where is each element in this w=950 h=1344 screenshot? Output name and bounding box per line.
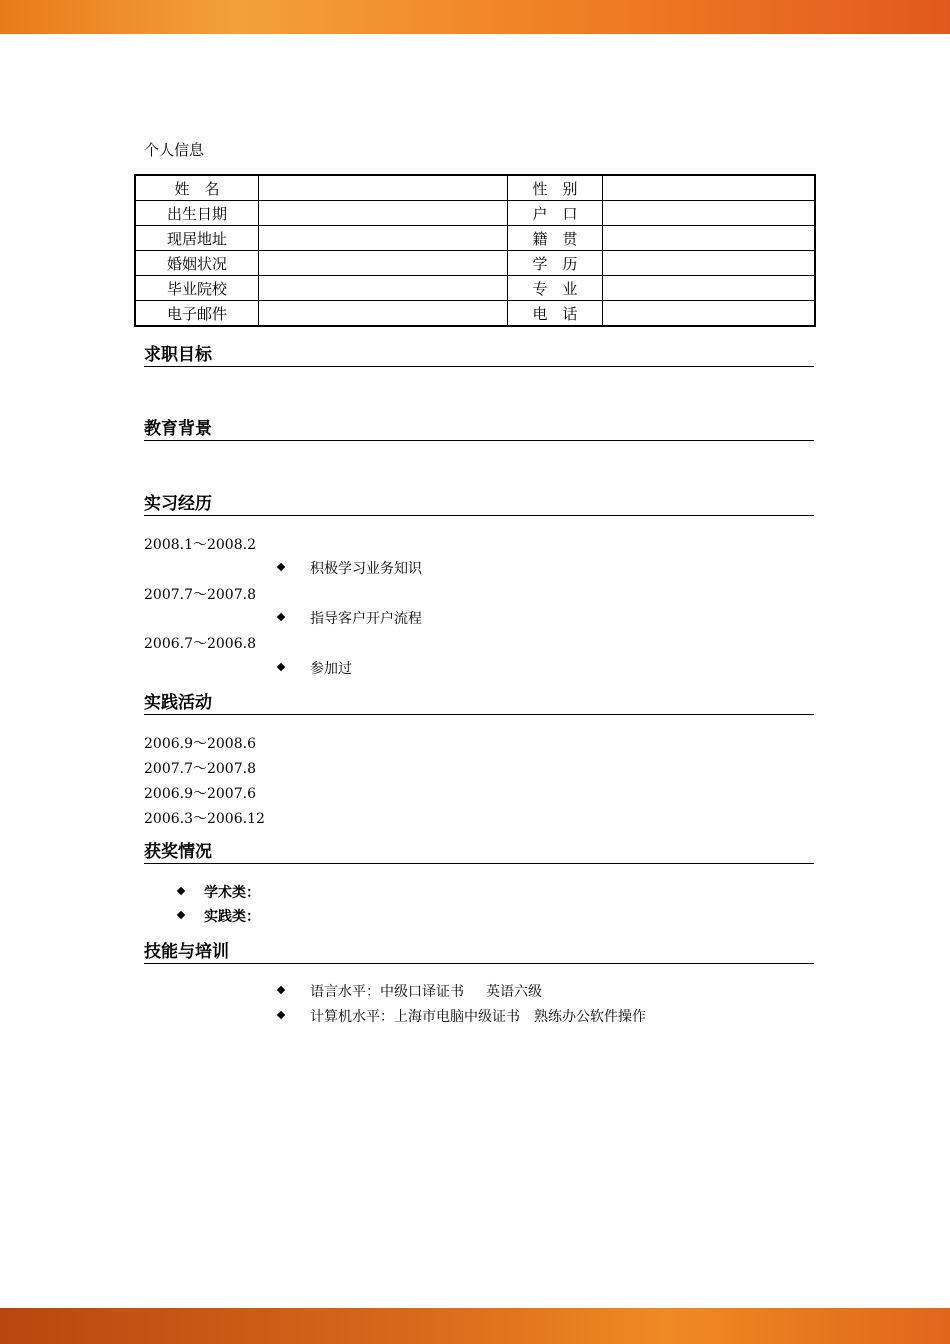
value-major[interactable] <box>603 276 816 301</box>
label-address: 现居地址 <box>135 226 259 251</box>
practice-period: 2006.9～2008.6 <box>144 736 256 752</box>
table-row <box>135 226 815 251</box>
award-item-text: 学术类： <box>204 885 260 901</box>
personal-info-title: 个人信息 <box>144 141 205 159</box>
heading-skills: 技能与培训 <box>144 941 814 964</box>
value-school[interactable] <box>259 276 508 301</box>
label-phone: 电 话 <box>508 301 603 327</box>
value-address[interactable] <box>259 226 508 251</box>
bullet-diamond-icon <box>177 911 185 919</box>
personal-info-table <box>134 174 816 327</box>
internship-item-2 <box>278 608 422 628</box>
value-gender[interactable] <box>603 175 816 201</box>
practice-period: 2006.3～2006.12 <box>144 811 265 827</box>
label-degree: 学 历 <box>508 251 603 276</box>
internship-item-1 <box>278 558 422 578</box>
internship-item-text: 指导客户开户流程 <box>310 611 422 627</box>
label-marital-status: 婚姻状况 <box>135 251 259 276</box>
internship-item-text: 参加过 <box>310 661 352 677</box>
table-row <box>135 301 815 327</box>
heading-practice: 实践活动 <box>144 692 814 715</box>
internship-item-3 <box>278 658 352 678</box>
table-row <box>135 175 815 201</box>
label-name: 姓 名 <box>135 175 259 201</box>
skill-extra: 英语六级 <box>486 984 542 1000</box>
award-item-academic <box>178 882 260 902</box>
bullet-diamond-icon <box>277 663 285 671</box>
table-row <box>135 251 815 276</box>
internship-period-2: 2007.7～2007.8 <box>144 587 256 603</box>
skill-item-computer <box>278 1006 646 1026</box>
award-item-text: 实践类： <box>204 909 260 925</box>
heading-objective: 求职目标 <box>144 344 814 367</box>
value-name[interactable] <box>259 175 508 201</box>
label-birthdate: 出生日期 <box>135 201 259 226</box>
bullet-diamond-icon <box>277 986 285 994</box>
label-school: 毕业院校 <box>135 276 259 301</box>
value-marital-status[interactable] <box>259 251 508 276</box>
label-hukou: 户 口 <box>508 201 603 226</box>
skill-label: 计算机水平：上海市电脑中级证书 <box>310 1009 520 1025</box>
bullet-diamond-icon <box>177 887 185 895</box>
practice-period: 2007.7～2007.8 <box>144 761 256 777</box>
bottom-decorative-bar <box>0 1308 950 1344</box>
practice-period: 2006.9～2007.6 <box>144 786 256 802</box>
skill-extra: 熟练办公软件操作 <box>534 1009 646 1025</box>
top-decorative-bar <box>0 0 950 34</box>
table-row <box>135 276 815 301</box>
value-email[interactable] <box>259 301 508 327</box>
value-phone[interactable] <box>603 301 816 327</box>
value-birthdate[interactable] <box>259 201 508 226</box>
bullet-diamond-icon <box>277 563 285 571</box>
skill-label: 语言水平：中级口译证书 <box>310 984 464 1000</box>
internship-period-3: 2006.7～2006.8 <box>144 636 256 652</box>
value-native-place[interactable] <box>603 226 816 251</box>
label-major: 专 业 <box>508 276 603 301</box>
table-row <box>135 201 815 226</box>
internship-period-1: 2008.1～2008.2 <box>144 537 256 553</box>
label-email: 电子邮件 <box>135 301 259 327</box>
value-hukou[interactable] <box>603 201 816 226</box>
internship-item-text: 积极学习业务知识 <box>310 561 422 577</box>
award-item-practice <box>178 906 260 926</box>
label-native-place: 籍 贯 <box>508 226 603 251</box>
heading-internship: 实习经历 <box>144 493 814 516</box>
heading-education: 教育背景 <box>144 418 814 441</box>
bullet-diamond-icon <box>277 613 285 621</box>
label-gender: 性 别 <box>508 175 603 201</box>
value-degree[interactable] <box>603 251 816 276</box>
bullet-diamond-icon <box>277 1011 285 1019</box>
skill-item-language <box>278 981 542 1001</box>
heading-awards: 获奖情况 <box>144 841 814 864</box>
